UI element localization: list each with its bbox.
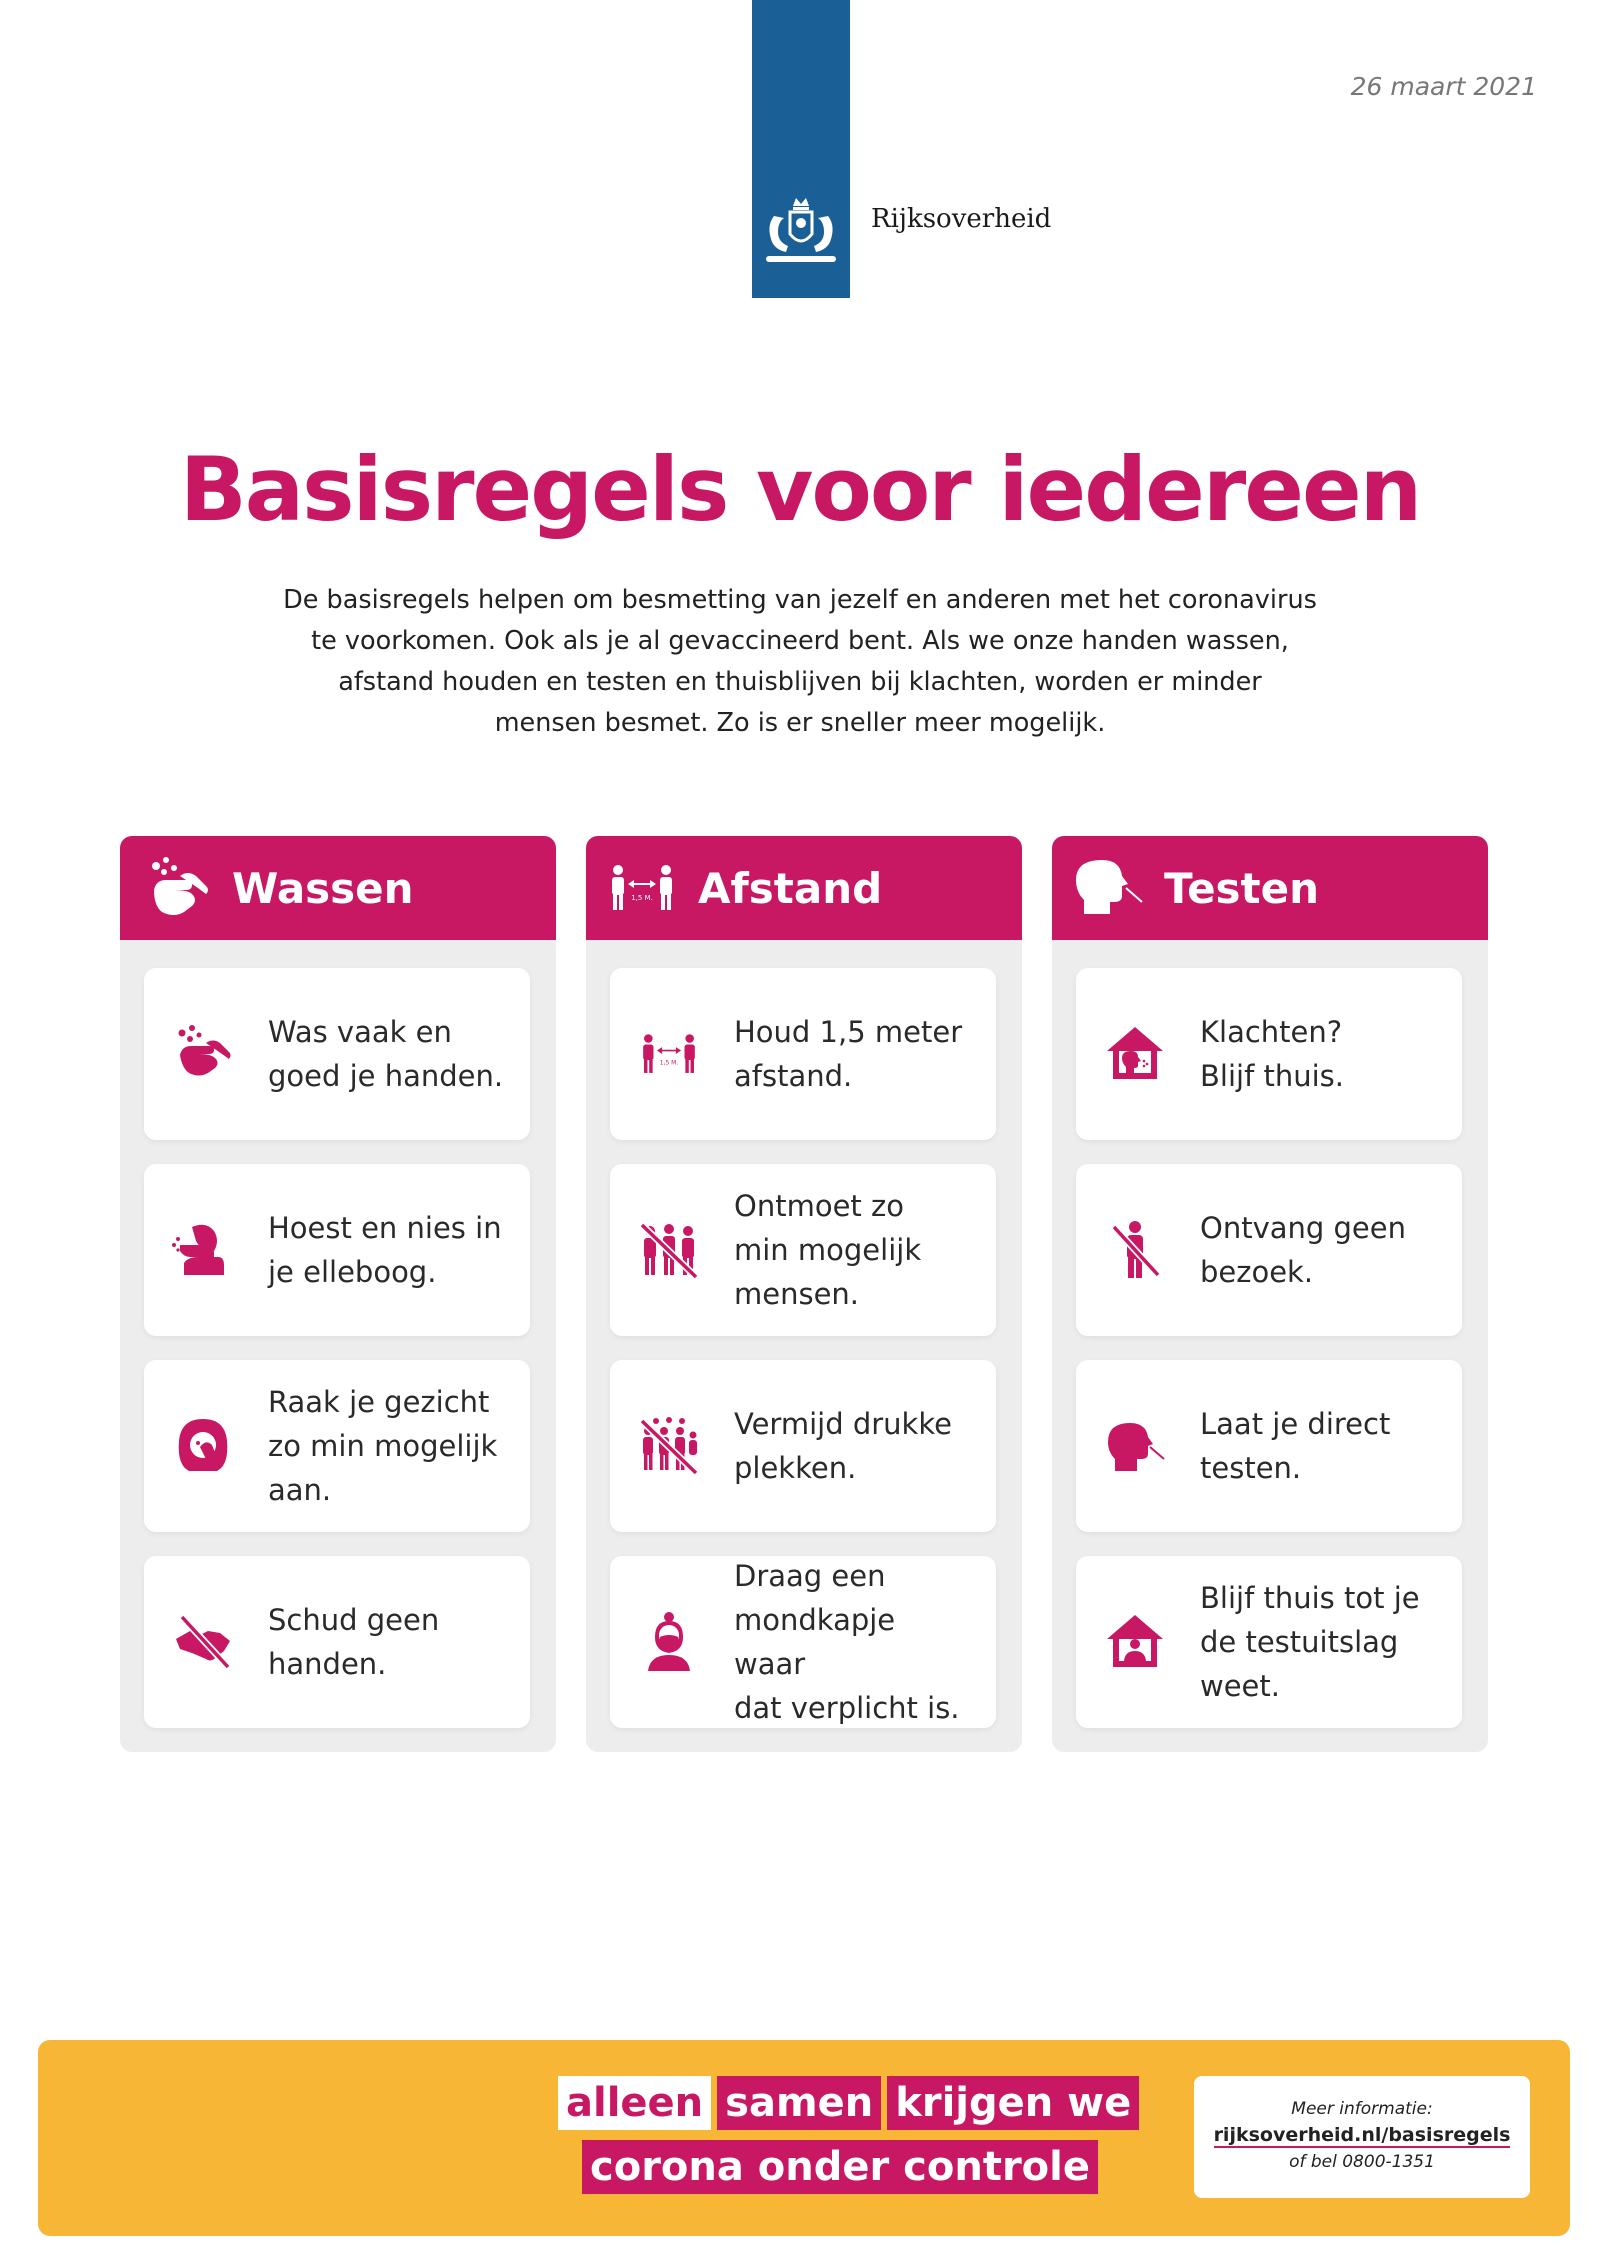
rule-text-line: Ontvang geen xyxy=(1200,1211,1406,1245)
column-title: Afstand xyxy=(698,863,883,913)
column-header xyxy=(1052,836,1488,940)
rule-text xyxy=(1200,1206,1440,1294)
column-header xyxy=(586,836,1022,940)
page-title: Basisregels voor iedereen xyxy=(179,438,1421,541)
column-title: Testen xyxy=(1164,863,1320,913)
column-afstand xyxy=(586,836,1022,1752)
rule-card xyxy=(610,1164,996,1336)
column-testen xyxy=(1052,836,1488,1752)
rule-text xyxy=(268,1380,508,1512)
rule-card xyxy=(144,1164,530,1336)
intro-line: afstand houden en testen en thuisblijven bij klachten, worden er minder xyxy=(338,667,1262,697)
intro-line: De basisregels helpen om besmetting van jezelf en anderen met het coronavirus xyxy=(283,585,1317,615)
rule-card xyxy=(144,1556,530,1728)
rule-text xyxy=(1200,1576,1440,1708)
face-mask-icon xyxy=(638,1611,700,1673)
slogan xyxy=(558,2076,1139,2204)
sick-home-icon xyxy=(1104,1023,1166,1085)
rule-text-line: aan. xyxy=(268,1473,332,1507)
rule-text-line: min mogelijk xyxy=(734,1233,922,1267)
intro-line: mensen besmet. Zo is er sneller meer mogelijk. xyxy=(494,708,1106,738)
rule-card xyxy=(610,968,996,1140)
rule-text-line: afstand. xyxy=(734,1059,853,1093)
logo-bar xyxy=(752,0,850,298)
rule-text-line: de testuitslag xyxy=(1200,1625,1399,1659)
rule-card xyxy=(144,1360,530,1532)
rule-text xyxy=(734,1554,974,1730)
rule-text-line: dat verplicht is. xyxy=(734,1691,960,1725)
rule-text-line: Draag een xyxy=(734,1559,886,1593)
rule-text-line: Klachten? xyxy=(1200,1015,1343,1049)
rule-text-line: mondkapje waar xyxy=(734,1603,896,1681)
rule-text-line: Was vaak en xyxy=(268,1015,452,1049)
rule-card xyxy=(610,1360,996,1532)
no-crowd-icon xyxy=(638,1415,700,1477)
rule-text xyxy=(1200,1402,1440,1490)
slogan-word: alleen xyxy=(558,2076,711,2130)
org-name: Rijksoverheid xyxy=(871,204,1052,234)
footer-banner xyxy=(38,2040,1570,2236)
rule-text-line: mensen. xyxy=(734,1277,860,1311)
intro-text xyxy=(260,580,1340,744)
face-touch-icon xyxy=(172,1415,234,1477)
info-label: Meer informatie: xyxy=(1291,2099,1433,2119)
slogan-row xyxy=(582,2140,1139,2194)
no-visitor-icon xyxy=(1104,1219,1166,1281)
rule-text-line: bezoek. xyxy=(1200,1255,1314,1289)
info-phone: of bel 0800-1351 xyxy=(1289,2152,1435,2172)
rule-text-line: Hoest en nies in xyxy=(268,1211,502,1245)
rule-text-line: Blijf thuis tot je xyxy=(1200,1581,1420,1615)
rule-card xyxy=(1076,968,1462,1140)
cough-elbow-icon xyxy=(172,1219,234,1281)
stay-home-icon xyxy=(1104,1611,1166,1673)
rule-text-line: zo min mogelijk xyxy=(268,1429,498,1463)
intro-line: te voorkomen. Ook als je al gevaccineerd bent. Als we onze handen wassen, xyxy=(311,626,1289,656)
rule-text-line: testen. xyxy=(1200,1451,1302,1485)
rule-text xyxy=(1200,1010,1440,1098)
rule-text-line: Schud geen xyxy=(268,1603,440,1637)
rule-text-line: Raak je gezicht xyxy=(268,1385,490,1419)
rule-text-line: Laat je direct xyxy=(1200,1407,1391,1441)
rule-text xyxy=(734,1402,974,1490)
column-title: Wassen xyxy=(232,863,414,913)
handwash-icon xyxy=(140,852,212,924)
rule-card xyxy=(1076,1556,1462,1728)
rule-text-line: Ontmoet zo xyxy=(734,1189,904,1223)
rule-card xyxy=(1076,1164,1462,1336)
rule-text xyxy=(734,1010,974,1098)
handwash-icon xyxy=(172,1023,234,1085)
rule-text-line: je elleboog. xyxy=(268,1255,437,1289)
info-link[interactable]: rijksoverheid.nl/basisregels xyxy=(1213,2124,1511,2146)
no-group-icon xyxy=(638,1219,700,1281)
rule-text xyxy=(268,1206,508,1294)
rule-text xyxy=(734,1184,974,1316)
rule-text-line: Blijf thuis. xyxy=(1200,1059,1345,1093)
rule-text-line: plekken. xyxy=(734,1451,857,1485)
rule-text-line: handen. xyxy=(268,1647,387,1681)
slogan-word: samen xyxy=(717,2076,881,2130)
rule-card xyxy=(610,1556,996,1728)
distance-label: 1,5 M. xyxy=(659,1059,679,1067)
info-box xyxy=(1194,2076,1530,2198)
rule-card xyxy=(144,968,530,1140)
slogan-phrase: corona onder controle xyxy=(582,2140,1098,2194)
rule-text xyxy=(268,1598,508,1686)
rule-text-line: Houd 1,5 meter xyxy=(734,1015,963,1049)
slogan-row xyxy=(558,2076,1139,2130)
column-wassen xyxy=(120,836,556,1752)
rule-text-line: weet. xyxy=(1200,1669,1280,1703)
distance-label: 1,5 M. xyxy=(631,894,653,902)
rule-text-line: goed je handen. xyxy=(268,1059,504,1093)
rule-card xyxy=(1076,1360,1462,1532)
date: 26 maart 2021 xyxy=(1350,72,1537,101)
distance-icon xyxy=(606,852,678,924)
rule-text xyxy=(268,1010,508,1098)
distance-icon xyxy=(638,1023,700,1085)
nose-test-icon xyxy=(1104,1415,1166,1477)
no-handshake-icon xyxy=(172,1611,234,1673)
royal-crest-icon xyxy=(760,196,842,268)
nose-test-icon xyxy=(1072,852,1144,924)
rule-text-line: Vermijd drukke xyxy=(734,1407,952,1441)
column-header xyxy=(120,836,556,940)
slogan-word: krijgen we xyxy=(887,2076,1139,2130)
